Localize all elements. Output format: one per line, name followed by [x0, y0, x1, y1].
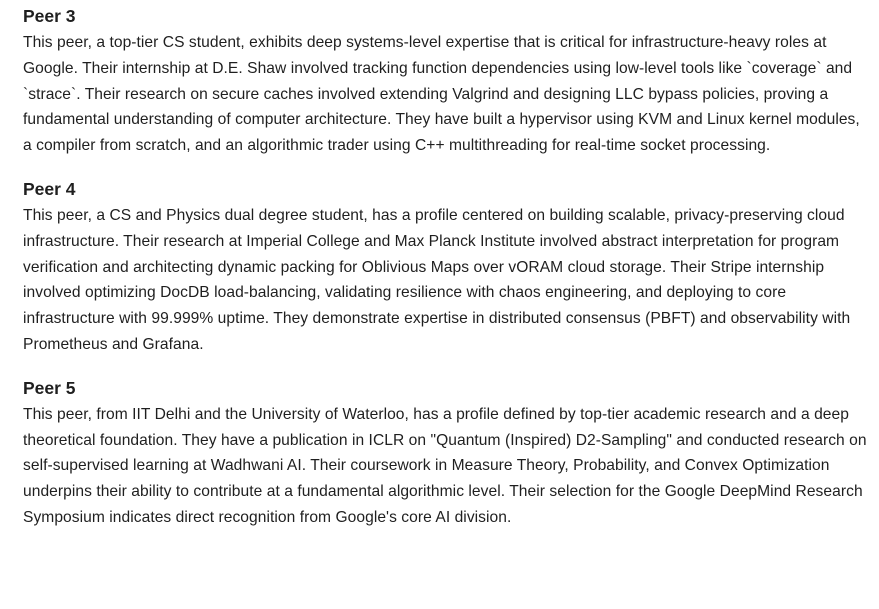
peer-section-3	[23, 4, 869, 159]
peer-description: This peer, a top-tier CS student, exhibits deep systems-level expertise that is critical for infrastructure-heavy roles at Google. Their internship at D.E. Shaw involved tracking function dependencies using low-level tools like `coverage` and `strace`. Their research on secure caches involved extending Valgrind and designing LLC bypass policies, proving a fundamental understanding of computer architecture. They have built a hypervisor using KVM and Linux kernel modules, a compiler from scratch, and an algorithmic trader using C++ multithreading for real-time socket processing.	[23, 34, 860, 155]
peer-section-5	[23, 376, 869, 531]
peer-section-4	[23, 177, 869, 358]
peer-title: Peer 5	[23, 377, 76, 398]
peer-description: This peer, a CS and Physics dual degree student, has a profile centered on building scalable, privacy-preserving cloud infrastructure. Their research at Imperial College and Max Planck Institute involved abstract interpretation for program verification and architecting dynamic packing for Oblivious Maps over vORAM cloud storage. Their Stripe internship involved optimizing DocDB load-balancing, validating resilience with chaos engineering, and deploying to core infrastructure with 99.999% uptime. They demonstrate expertise in distributed consensus (PBFT) and observability with Prometheus and Grafana.	[23, 206, 851, 353]
peer-title: Peer 3	[23, 6, 76, 26]
peer-title: Peer 4	[23, 178, 76, 199]
peer-description: This peer, from IIT Delhi and the University of Waterloo, has a profile defined by top-tier academic research and a deep theoretical foundation. They have a publication in ICLR on "Quantum (Inspired) D2-Sampling" and conducted research on self-supervised learning at Wadhwani AI. Their coursework in Measure Theory, Probability, and Convex Optimization underpins their ability to contribute at a fundamental algorithmic level. Their selection for the Google DeepMind Research Symposium indicates direct recognition from Google's core AI division.	[23, 405, 867, 526]
